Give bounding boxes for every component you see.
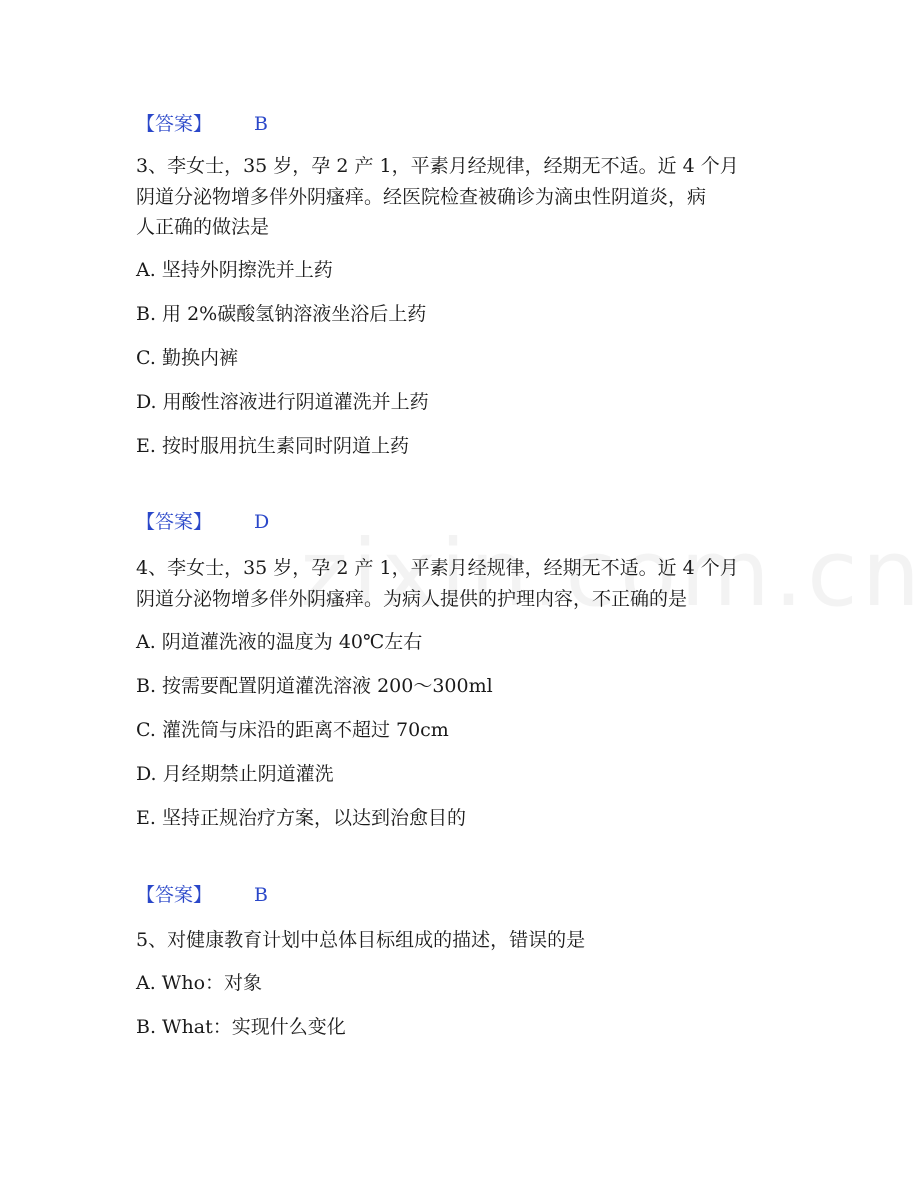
- option-c: C. 灌洗筒与床沿的距离不超过 70cm: [136, 719, 449, 741]
- option-d: D. 月经期禁止阴道灌洗: [136, 763, 334, 785]
- option-b: B. 用 2%碳酸氢钠溶液坐浴后上药: [136, 303, 427, 325]
- answer-value: D: [254, 511, 270, 533]
- answer-value: B: [254, 113, 268, 135]
- answer-value: B: [254, 884, 268, 906]
- question-text-line: 人正确的做法是: [136, 216, 270, 238]
- option-e: E. 按时服用抗生素同时阴道上药: [136, 435, 409, 457]
- option-c: C. 勤换内裤: [136, 347, 238, 369]
- answer-label: 【答案】: [136, 884, 213, 906]
- question-text-line: 阴道分泌物增多伴外阴瘙痒。为病人提供的护理内容，不正确的是: [136, 588, 688, 610]
- answer-line: [136, 510, 269, 534]
- option-a: A. Who：对象: [136, 972, 263, 994]
- question-text-line: 阴道分泌物增多伴外阴瘙痒。经医院检查被确诊为滴虫性阴道炎，病: [136, 186, 707, 208]
- option-b: B. What：实现什么变化: [136, 1016, 346, 1038]
- option-d: D. 用酸性溶液进行阴道灌洗并上药: [136, 391, 429, 413]
- option-a: A. 坚持外阴擦洗并上药: [136, 259, 333, 281]
- option-b: B. 按需要配置阴道灌洗溶液 200～300ml: [136, 675, 493, 697]
- question-text-line: 5、对健康教育计划中总体目标组成的描述，错误的是: [136, 929, 586, 951]
- question-text-line: 3、李女士，35 岁，孕 2 产 1，平素月经规律，经期无不适。近 4 个月: [136, 155, 739, 177]
- answer-label: 【答案】: [136, 113, 213, 135]
- option-a: A. 阴道灌洗液的温度为 40℃左右: [136, 631, 423, 653]
- option-e: E. 坚持正规治疗方案，以达到治愈目的: [136, 807, 466, 829]
- answer-line: [136, 112, 268, 136]
- answer-line: [136, 883, 268, 907]
- question-text-line: 4、李女士，35 岁，孕 2 产 1，平素月经规律，经期无不适。近 4 个月: [136, 557, 739, 579]
- answer-label: 【答案】: [136, 511, 213, 533]
